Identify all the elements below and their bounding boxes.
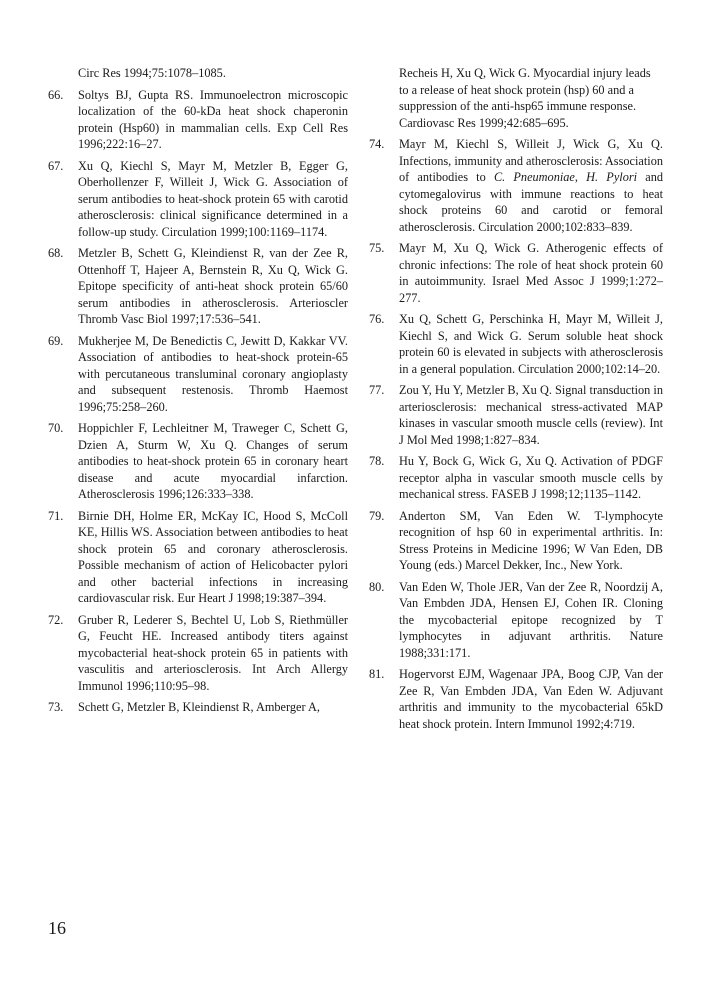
reference-text: Mayr M, Xu Q, Wick G. Atherogenic effects of chronic infections: The role of heat shock protein 60 in autoimmunity. Israel Med Assoc J 1999;1:272–277. (399, 241, 663, 305)
reference-text: Mukherjee M, De Benedictis C, Jewitt D, Kakkar VV. Association of antibodies to heat-shock protein-65 with percutaneous transluminal coronary angioplasty and subsequent restenosis. Thromb Haemost 1996;75:258–260. (78, 333, 348, 414)
reference-item (48, 420, 348, 503)
reference-italic-species: C. Pneumoniae (493, 170, 575, 184)
reference-text-part: and cytomegalovirus with immune reactions to heat shock proteins 60 and carotid or femoral atherosclerosis. Circulation 2000;102:833–839. (399, 170, 663, 234)
reference-text: Soltys BJ, Gupta RS. Immunoelectron microscopic localization of the 60-kDa heat shock chaperonin protein (Hsp60) in mammalian cells. Exp Cell Res 1996;222:16–27. (78, 87, 348, 151)
reference-item (48, 158, 348, 241)
reference-item (48, 699, 348, 716)
reference-number: 69. (48, 333, 64, 348)
reference-text: Zou Y, Hu Y, Metzler B, Xu Q. Signal transduction in arteriosclerosis: mechanical stress-activated MAP kinases in vascular smooth muscle cells (review). Int J Mol Med 1998;1:827–834. (399, 383, 663, 447)
reference-number: 68. (48, 246, 64, 260)
reference-text: Xu Q, Kiechl S, Mayr M, Metzler B, Egger G, Oberhollenzer F, Willeit J, Wick G. Association of serum antibodies to heat-shock protein 65 with carotid atherosclerosis: clinical significance determined in a follow-up study. Circulation 1999;100:1169–1174. (78, 158, 348, 239)
reference-number: 81. (369, 667, 385, 681)
reference-number: 71. (48, 508, 64, 523)
reference-item (48, 612, 348, 695)
reference-text (399, 136, 663, 235)
left-column (48, 65, 348, 721)
reference-text: Xu Q, Schett G, Perschinka H, Mayr M, Willeit J, Kiechl S, and Wick G. Serum soluble heat shock protein 60 is elevated in subjects with atherosclerosis in a general population. Circulation 2000;102:14–20. (399, 312, 663, 376)
reference-item (48, 245, 348, 328)
reference-text: Hoppichler F, Lechleitner M, Traweger C, Schett G, Dzien A, Sturm W, Xu Q. Changes of serum antibodies to heat-shock protein 65 in coronary heart disease and acute myocardial infarction. Atherosclerosis 1996;126:333–338. (78, 421, 348, 501)
reference-item (369, 311, 663, 377)
reference-item (369, 382, 663, 448)
reference-italic-species: H. Pylori (586, 170, 638, 184)
reference-list-left (48, 87, 348, 716)
reference-text: Hu Y, Bock G, Wick G, Xu Q. Activation of PDGF receptor alpha in vascular smooth muscle cells by mechanical stress. FASEB J 1998;12;1135–1142. (399, 454, 663, 501)
right-column (369, 65, 663, 737)
reference-continuation: Recheis H, Xu Q, Wick G. Myocardial injury leads to a release of heat shock protein (hsp) 60 and a suppression of the anti-hsp65 immune response. Cardiovasc Res 1999;42:685–695. (399, 66, 651, 130)
reference-number: 80. (369, 579, 385, 594)
reference-item (48, 87, 348, 153)
reference-continuation: Circ Res 1994;75:1078–1085. (78, 66, 226, 80)
reference-text: Schett G, Metzler B, Kleindienst R, Amberger A, (78, 700, 320, 714)
reference-item (369, 666, 663, 732)
reference-text: Gruber R, Lederer S, Bechtel U, Lob S, Riethmüller G, Feucht HE. Increased antibody titers against mycobacterial heat-shock protein 65 in patients with vasculitis and arteriosclerosis. Int Arch Allergy Immunol 1996;110:95–98. (78, 612, 348, 693)
reference-list-right (369, 136, 663, 732)
reference-number: 67. (48, 158, 64, 173)
reference-number: 74. (369, 137, 385, 151)
reference-text: Birnie DH, Holme ER, McKay IC, Hood S, McColl KE, Hillis WS. Association between antibodies to heat shock protein 65 and coronary atherosclerosis. Possible mechanism of action of Helicobacter pylori and other bacterial infections in increasing cardiovascular risk. Eur Heart J 1998;19:387–394. (78, 508, 348, 605)
page-number: 16 (48, 918, 66, 938)
reference-number: 76. (369, 312, 385, 326)
reference-text: Metzler B, Schett G, Kleindienst R, van der Zee R, Ottenhoff T, Hajeer A, Bernstein R, Xu Q, Wick G. Epitope specificity of anti-heat shock protein 65/60 serum antibodies in atherosclerosis. Arterioscler Thromb Vasc Biol 1997;17:536–541. (78, 246, 348, 326)
reference-item (369, 579, 663, 662)
reference-text-part: Mayr M, Kiechl S, Willeit J, Wick G, Xu Q. Infections, immunity and atherosclerosis: Association of antibodies to (399, 137, 663, 184)
reference-text: Anderton SM, Van Eden W. T-lymphocyte recognition of hsp 60 in experimental arthritis. In: Stress Proteins in Medicine 1996; W Van Eden, DB Young (eds.) Marcel Dekker, Inc., New York. (399, 508, 663, 572)
reference-number: 78. (369, 454, 385, 468)
reference-item (369, 240, 663, 306)
reference-item (369, 453, 663, 503)
reference-number: 75. (369, 241, 385, 255)
reference-number: 72. (48, 612, 64, 627)
reference-number: 66. (48, 87, 64, 102)
reference-number: 73. (48, 700, 64, 714)
reference-number: 77. (369, 383, 385, 397)
reference-text: Van Eden W, Thole JER, Van der Zee R, Noordzij A, Van Embden JDA, Hensen EJ, Cohen IR. Cloning the mycobacterial epitope recognized by T lymphocytes in adjuvant arthritis. Nature 1988;331:171. (399, 579, 663, 660)
reference-text: Hogervorst EJM, Wagenaar JPA, Boog CJP, Van der Zee R, Van Embden JDA, Van Eden W. Adjuvant arthritis and immunity to the mycobacterial 65kD heat shock protein. Intern Immunol 1992;4:719. (399, 667, 663, 731)
reference-item (48, 508, 348, 607)
reference-item (48, 333, 348, 416)
reference-item (369, 508, 663, 574)
reference-item (369, 136, 663, 235)
reference-text-part: , (574, 170, 587, 184)
reference-number: 79. (369, 508, 385, 523)
reference-number: 70. (48, 421, 64, 435)
